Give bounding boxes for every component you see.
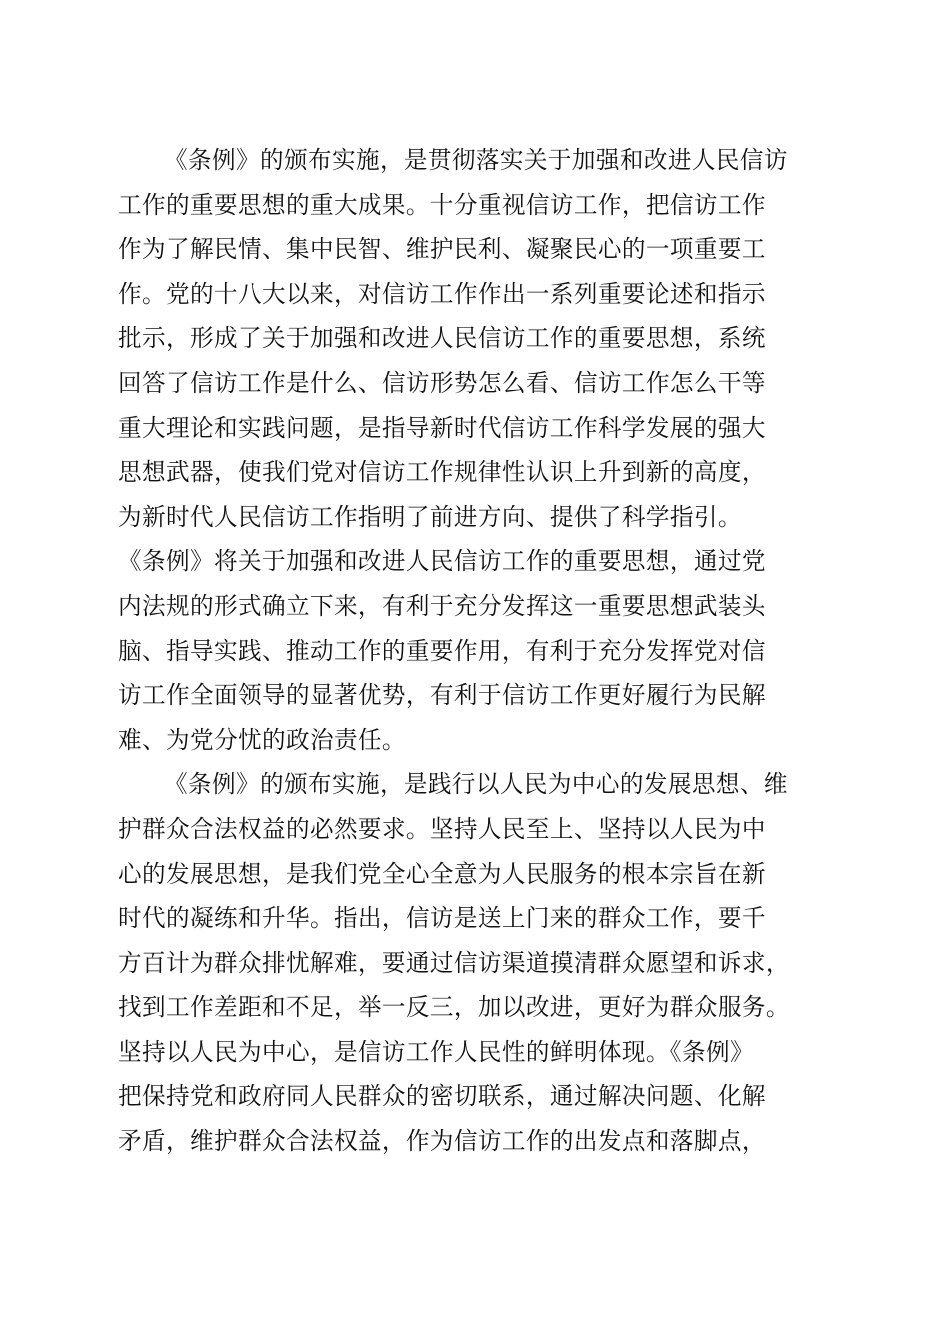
text-line: 心的发展思想，是我们党全心全意为人民服务的根本宗旨在新 — [118, 859, 766, 888]
text-line: 把保持党和政府同人民群众的密切联系，通过解决问题、化解 — [118, 1082, 766, 1111]
text-line: 内法规的形式确立下来，有利于充分发挥这一重要思想武装头 — [118, 591, 766, 620]
text-line: 重大理论和实践问题，是指导新时代信访工作科学发展的强大 — [118, 413, 766, 442]
text-line: 批示，形成了关于加强和改进人民信访工作的重要思想，系统 — [118, 324, 766, 353]
text-line: 作。党的十八大以来，对信访工作作出一系列重要论述和指示 — [118, 279, 766, 308]
text-line: 《条例》将关于加强和改进人民信访工作的重要思想，通过党 — [118, 547, 766, 576]
text-line: 方百计为群众排忧解难，要通过信访渠道摸清群众愿望和诉求， — [118, 948, 790, 977]
text-line: 时代的凝练和升华。指出，信访是送上门来的群众工作，要千 — [118, 904, 766, 933]
text-line: 《条例》的颁布实施，是贯彻落实关于加强和改进人民信访 — [164, 146, 788, 174]
text-line: 找到工作差距和不足，举一反三，加以改进，更好为群众服务。 — [118, 993, 790, 1022]
text-line: 为新时代人民信访工作指明了前进方向、提供了科学指引。 — [118, 502, 742, 531]
text-line: 难、为党分忧的政治责任。 — [118, 725, 406, 754]
text-line: 回答了信访工作是什么、信访形势怎么看、信访工作怎么干等 — [118, 368, 766, 397]
text-line: 《条例》的颁布实施，是践行以人民为中心的发展思想、维 — [164, 770, 788, 799]
text-line: 脑、指导实践、推动工作的重要作用，有利于充分发挥党对信 — [118, 636, 766, 665]
text-line: 矛盾，维护群众合法权益，作为信访工作的出发点和落脚点， — [118, 1127, 766, 1156]
text-line: 作为了解民情、集中民智、维护民利、凝聚民心的一项重要工 — [118, 235, 766, 264]
text-line: 访工作全面领导的显著优势，有利于信访工作更好履行为民解 — [118, 681, 766, 710]
text-line: 护群众合法权益的必然要求。坚持人民至上、坚持以人民为中 — [118, 814, 766, 843]
text-line: 思想武器，使我们党对信访工作规律性认识上升到新的高度， — [118, 458, 766, 487]
document-body — [118, 138, 838, 1164]
text-line: 工作的重要思想的重大成果。十分重视信访工作，把信访工作 — [118, 190, 766, 219]
text-line: 坚持以人民为中心，是信访工作人民性的鲜明体现。《条例》 — [118, 1037, 755, 1066]
